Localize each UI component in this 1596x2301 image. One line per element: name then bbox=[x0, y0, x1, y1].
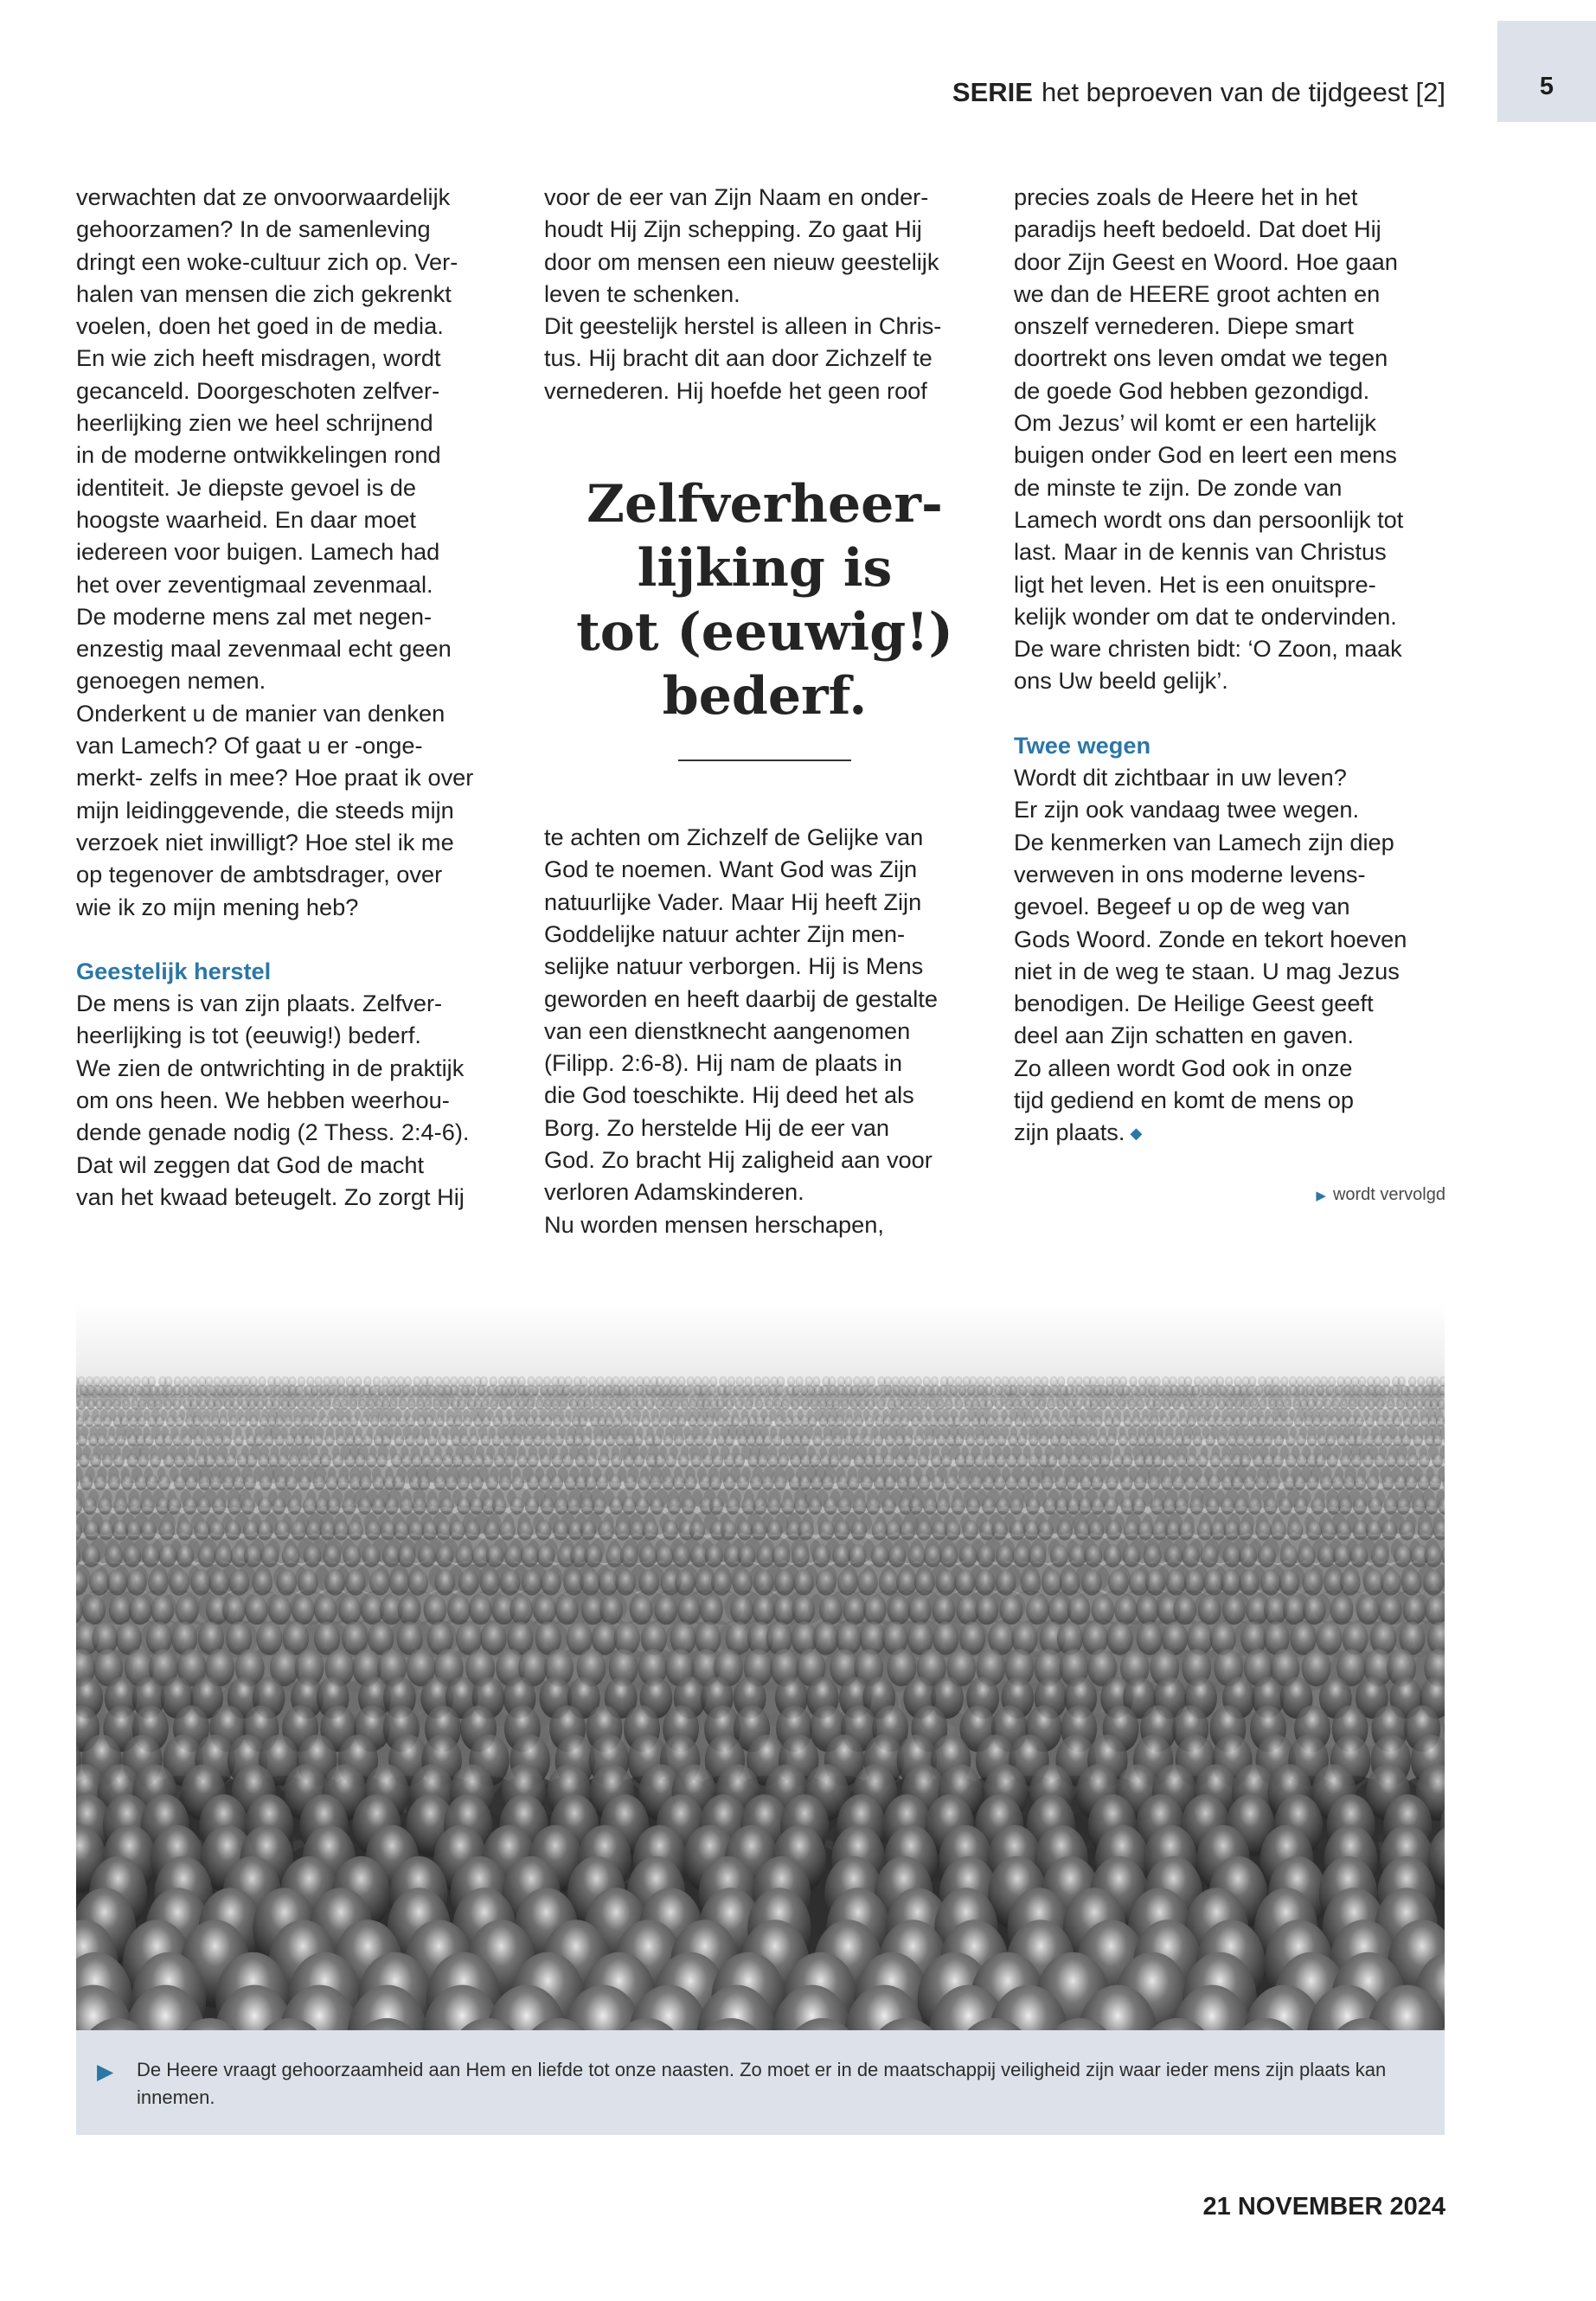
section-heading-geestelijk-herstel: Geestelijk herstel bbox=[76, 957, 272, 984]
continued-label: wordt vervolgd bbox=[1332, 1185, 1445, 1204]
pull-quote: Zelfverheer- lijking is tot (eeuwig!) bederf. bbox=[576, 474, 953, 727]
paragraph-text: Wordt dit zichtbaar in uw leven? Er zijn ook vandaag twee wegen. De kenmerken van Lamech zijn diep verweven in ons moderne levens- gevoel. Begeef u op de weg van Gods Woord. Zonde en tekort hoeven niet in de weg te staan. U mag Jezus benodigen. De Heilige Geest geeft deel aan Zijn schatten en gaven. Zo alleen wordt God ook in onze tijd gediend en komt de mens op zijn plaats. bbox=[1014, 764, 1407, 1146]
caption-text: De Heere vraagt gehoorzaamheid aan Hem en liefde tot onze naasten. Zo moet er in de maatschappij veiligheid zijn waar ieder mens zijn plaats kan innemen. bbox=[137, 2059, 1387, 2108]
paragraph: De mens is van zijn plaats. Zelfver- heerlijking is tot (eeuwig!) bederf. We zien de ontwrichting in de praktijk om ons heen. We hebben weerhou- dende genade nodig (2 Thess. 2:4-6). Dat wil zeggen dat God de macht van het kwaad beteugelt. Zo zorgt Hij bbox=[76, 990, 470, 1210]
crowd-heads bbox=[76, 1376, 1445, 2030]
triangle-right-icon: ▶ bbox=[97, 2060, 114, 2084]
triangle-right-icon: ▶ bbox=[1316, 1189, 1326, 1203]
paragraph-final bbox=[1014, 761, 1455, 1150]
article-column-2 bbox=[544, 181, 985, 1240]
series-title: het beproeven van de tijdgeest [2] bbox=[1041, 77, 1445, 107]
continued-note bbox=[1316, 1185, 1445, 1205]
paragraph: Nu worden mensen herschapen, bbox=[544, 1210, 884, 1238]
pull-quote-rule bbox=[678, 760, 851, 761]
crowd-photo bbox=[76, 1304, 1445, 2030]
paragraph: verwachten dat ze onvoorwaardelijk gehoorzamen? In de samenleving dringt een woke-cultuur zich op. Ver- halen van mensen die zich gekrenkt voelen, doen het goed in de media. En wie zich heeft misdragen, wordt gecanceld. Doorgeschoten zelfver- heerlijking zien we heel schrijnend in de moderne ontwikkelingen rond identiteit. Je diepste gevoel is de hoogste waarheid. En daar moet iedereen voor buigen. Lamech had het over zeventigmaal zevenmaal. De moderne mens zal met negen- enzestig maal zevenmaal echt geen genoegen nemen. bbox=[76, 183, 458, 695]
end-diamond-icon: ◆ bbox=[1130, 1125, 1143, 1143]
paragraph: Onderkent u de manier van denken van Lamech? Of gaat u er -onge- merkt- zelfs in mee? Hoe praat ik over mijn leidinggevende, die steeds mijn verzoek niet inwilligt? Hoe stel ik me op tegenover de ambtsdrager, over wie ik zo mijn mening heb? bbox=[76, 699, 474, 920]
section-heading-twee-wegen: Twee wegen bbox=[1014, 731, 1151, 759]
paragraph: te achten om Zichzelf de Gelijke van God te noemen. Want God was Zijn natuurlijke Vader. Maar Hij heeft Zijn Goddelijke natuur achter Zijn men- selijke natuur verborgen. Hij is Mens geworden en heeft daarbij de gestalte van een dienstknecht aangenomen (Filipp. 2:6-8). Hij nam de plaats in die God toeschikte. Hij deed het als Borg. Zo herstelde Hij de eer van God. Zo bracht Hij zaligheid aan voor verloren Adamskinderen. bbox=[544, 824, 938, 1206]
paragraph-gap bbox=[1014, 697, 1455, 729]
issue-date: 21 NOVEMBER 2024 bbox=[1202, 2193, 1445, 2221]
page-number-tab bbox=[1497, 21, 1596, 122]
paragraph: Dit geestelijk herstel is alleen in Chris- tus. Hij bracht dit aan door Zichzelf te vernederen. Hij hoefde het geen roof bbox=[544, 312, 942, 404]
page-number: 5 bbox=[1539, 73, 1554, 100]
article-column-3 bbox=[1014, 181, 1455, 1150]
running-header bbox=[952, 77, 1445, 108]
paragraph-gap bbox=[76, 923, 517, 955]
photo-caption bbox=[76, 2030, 1445, 2135]
paragraph: precies zoals de Heere het in het paradijs heeft bedoeld. Dat doet Hij door Zijn Geest en Woord. Hoe gaan we dan de HEERE groot achten en onszelf vernederen. Diepe smart doortrekt ons leven omdat we tegen de goede God hebben gezondigd. Om Jezus’ wil komt er een hartelijk buigen onder God en leert een mens de minste te zijn. De zonde van Lamech wordt ons dan persoonlijk tot last. Maar in de kennis van Christus ligt het leven. Het is een onuitspre- kelijk wonder om dat te ondervinden. De ware christen bidt: ‘O Zoon, maak ons Uw beeld gelijk’. bbox=[1014, 183, 1404, 695]
paragraph: voor de eer van Zijn Naam en onder- houdt Hij Zijn schepping. Zo gaat Hij door om mensen een nieuw geestelijk leven te schenken. bbox=[544, 183, 939, 307]
series-label: SERIE bbox=[952, 77, 1033, 107]
article-column-1 bbox=[76, 181, 517, 1213]
crowd-illustration bbox=[76, 1304, 1445, 2030]
